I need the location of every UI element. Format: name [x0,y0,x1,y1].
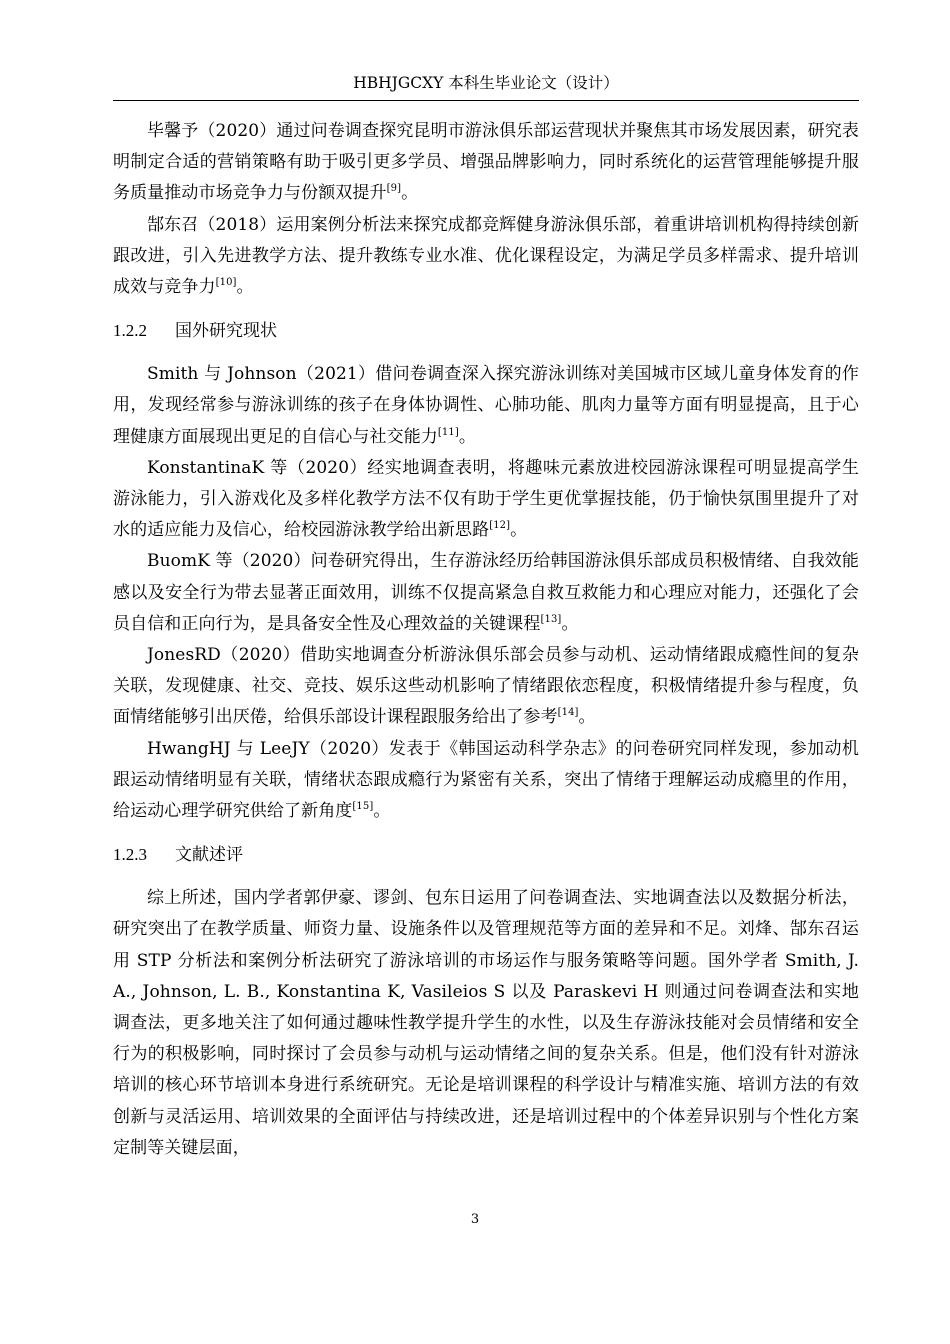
paragraph-hwang-lee: HwangHJ 与 LeeJY（2020）发表于《韩国运动科学杂志》的问卷研究同样发现，参加动机跟运动情绪明显有关联，情绪状态跟成瘾行为紧密有关系，突出了情绪于理解运动成瘾里的作用，给运动心理学研究供给了新角度[15]。 [113,738,859,822]
paragraph-buomk: BuomK 等（2020）问卷研究得出，生存游泳经历给韩国游泳俱乐部成员积极情绪、自我效能感以及安全行为带去显著正面效用，训练不仅提高紧急自救互救能力和心理应对能力，还强化了会员自信和正向行为，是具备安全性及心理效益的关键课程[13]。 [113,551,859,634]
citation-ref[interactable]: [14] [557,707,579,719]
section-heading-1-2-2 [113,303,859,359]
citation-ref[interactable]: [15] [352,801,374,813]
citation-ref[interactable]: [12] [489,520,511,532]
section-title: 文献述评 [175,845,243,866]
paragraph-gao-dongzhao: 郜东召（2018）运用案例分析法来探究成都竞辉健身游泳俱乐部，着重讲培训机构得持续创新跟改进，引入先进教学方法、提升教练专业水准、优化课程设定，为满足学员多样需求、提升培训成效与竞争力[10]。 [113,214,859,298]
header-rule [113,100,859,101]
section-number: 1.2.2 [113,321,147,341]
citation-ref[interactable]: [13] [540,613,562,625]
paragraph-bi-xinyu: 毕馨予（2020）通过问卷调查探究昆明市游泳俱乐部运营现状并聚焦其市场发展因素，研究表明制定合适的营销策略有助于吸引更多学员、增强品牌影响力，同时系统化的运营管理能够提升服务质量推动市场竞争力与份额双提升[9]。 [113,121,859,204]
citation-ref[interactable]: [10] [215,277,237,289]
citation-ref[interactable]: [11] [437,426,459,438]
paragraph-konstantina: KonstantinaK 等（2020）经实地调查表明，将趣味元素放进校园游泳课程可明显提高学生游泳能力，引入游戏化及多样化教学方法不仅有助于学生更优掌握技能，仍于愉快氛围里提升了对水的适应能力及信心，给校园游泳教学给出新思路[12]。 [113,457,859,541]
section-number: 1.2.3 [113,845,147,865]
section-heading-1-2-3 [113,827,859,883]
paragraph-literature-review: 综上所述，国内学者郭伊豪、谬剑、包东日运用了问卷调查法、实地调查法以及数据分析法，研究突出了在教学质量、师资力量、设施条件以及管理规范等方面的差异和不足。刘烽、郜东召运用 STP 分析法和案例分析法研究了游泳培训的市场运作与服务策略等问题。国外学者 Smith, J. A., Johnson, L. B., Konstantina K, Vasileios S 以及 Paraskevi H 则通过问卷调查法和实地调查法，更多地关注了如何通过趣味性教学提升学生的水性，以及生存游泳技能对会员情绪和安全行为的积极影响，同时探讨了会员参与动机与运动情绪之间的复杂关系。但是，他们没有针对游泳培训的核心环节培训本身进行系统研究。无论是培训课程的科学设计与精准实施、培训方法的有效创新与灵活运用、培训效果的全面评估与持续改进，还是培训过程中的个体差异识别与个性化方案定制等关键层面， [113,888,859,1158]
section-title: 国外研究现状 [175,321,277,342]
document-body [113,116,859,1164]
running-header: HBHJGCXY 本科生毕业论文（设计） [353,74,619,92]
citation-ref[interactable]: [9] [386,183,402,195]
paragraph-jonesrd: JonesRD（2020）借助实地调查分析游泳俱乐部会员参与动机、运动情绪跟成瘾性间的复杂关联，发现健康、社交、竞技、娱乐这些动机影响了情绪跟依恋程度，积极情绪提升参与程度，负面情绪能够引出厌倦，给俱乐部设计课程跟服务给出了参考[14]。 [113,645,859,728]
page-number: 3 [470,1212,480,1227]
paragraph-smith-johnson: Smith 与 Johnson（2021）借问卷调查深入探究游泳训练对美国城市区域儿童身体发育的作用，发现经常参与游泳训练的孩子在身体协调性、心肺功能、肌肉力量等方面有明显提高，且于心理健康方面展现出更足的自信心与社交能力[11]。 [113,364,859,447]
